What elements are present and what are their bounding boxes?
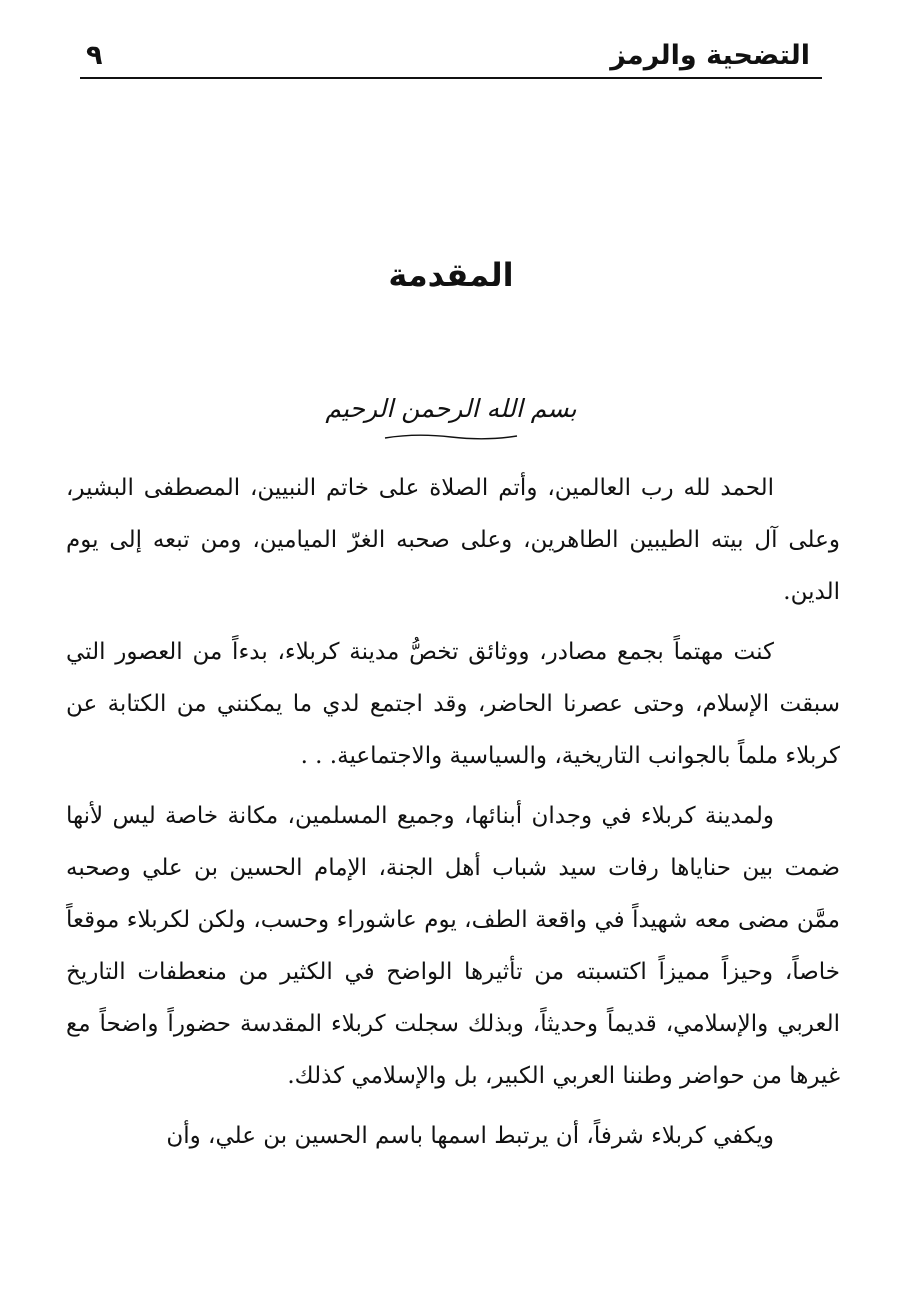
page-header bbox=[80, 36, 822, 76]
running-title: التضحية والرمز bbox=[610, 40, 810, 71]
header-divider bbox=[80, 77, 822, 79]
section-title: المقدمة bbox=[388, 256, 514, 294]
paragraph-karbala-status: ولمدينة كربلاء في وجدان أبنائها، وجميع المسلمين، مكانة خاصة ليس لأنها ضمت بين حناياها رفات سيد شباب أهل الجنة، الإمام الحسين بن علي وصحبه ممَّن مضى معه شهيداً في واقعة الطف، يوم عاشوراء وحسب، ولكن لكربلاء موقعاً خاصاً، وحيزاً مميزاً اكتسبته من تأثيرها الواضح في الكثير من منعطفات التاريخ العربي والإسلامي، قديماً وحديثاً، وبذلك سجلت كربلاء المقدسة حضوراً واضحاً مع غيرها من حواضر وطننا العربي الكبير، بل والإسلامي كذلك. bbox=[66, 803, 841, 1089]
calligraphy-flourish-icon bbox=[381, 432, 521, 442]
page-number: ٩ bbox=[86, 40, 103, 71]
body-text bbox=[66, 462, 840, 1170]
basmala-calligraphy bbox=[0, 386, 902, 442]
paragraph-karbala-honor: ويكفي كربلاء شرفاً، أن يرتبط اسمها باسم الحسين بن علي، وأن bbox=[166, 1123, 774, 1149]
basmala-text: بسم الله الرحمن الرحيم bbox=[325, 394, 577, 423]
paragraph-sources: كنت مهتماً بجمع مصادر، ووثائق تخصُّ مدينة كربلاء، بدءاً من العصور التي سبقت الإسلام، وحتى عصرنا الحاضر، وقد اجتمع لدي ما يمكنني من الكتابة عن كربلاء ملماً بالجوانب التاريخية، والسياسية والاجتماعية. . . bbox=[66, 639, 840, 769]
paragraph-praise: الحمد لله رب العالمين، وأتم الصلاة على خاتم النبيين، المصطفى البشير، وعلى آل بيته الطيبين الطاهرين، وعلى صحبه الغرّ الميامين، ومن تبعه إلى يوم الدين. bbox=[66, 475, 840, 605]
